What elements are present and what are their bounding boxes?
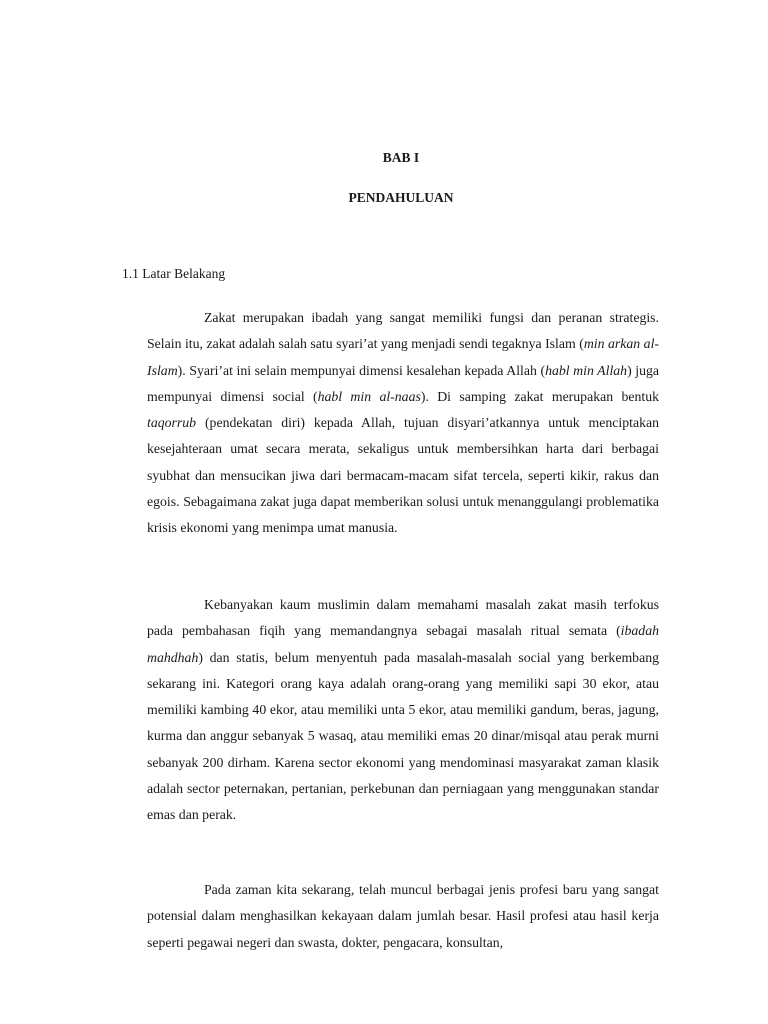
italic-term: ibadah mahdhah	[147, 623, 659, 665]
italic-term: taqorrub	[147, 415, 197, 431]
paragraph-text: ). Di samping zakat merupakan bentuk	[420, 388, 659, 404]
italic-term: min arkan al- Islam	[147, 336, 659, 378]
paragraph-text: ). Syari’at ini selain mempunyai dimensi kesalehan kepada Allah (	[177, 362, 546, 378]
body-paragraph	[147, 592, 659, 829]
paragraph-text: ) dan statis, belum menyentuh pada masalah-masalah social yang berkembang sekarang ini. Kategori orang kaya adalah orang-orang yang memiliki sapi 30 ekor, atau memiliki kambing 40 ekor, atau memiliki unta 5 ekor, atau memiliki gandum, beras, jagung, kurma dan anggur sebanyak 5 wasaq, atau memiliki emas 20 dinar/misqal atau perak murni sebanyak 200 dirham. Karena sector ekonomi yang mendominasi masyarakat zaman klasik adalah sector peternakan, pertanian, perkebunan dan perniagaan yang menggunakan standar emas dan perak.	[147, 649, 659, 823]
paragraph-text: (pendekatan diri) kepada Allah, tujuan disyari’atkannya untuk menciptakan kesejahteraan umat secara merata, sekaligus untuk membersihkan harta dari berbagai syubhat dan mensucikan jiwa dari bermacam-macam sifat tercela, seperti kikir, rakus dan egois. Sebagaimana zakat juga dapat memberikan solusi untuk menanggulangi problematika krisis ekonomi yang menimpa umat manusia.	[147, 415, 659, 536]
chapter-number: BAB I	[382, 150, 420, 165]
body-paragraph	[147, 877, 659, 956]
section-heading: 1.1 Latar Belakang	[122, 266, 226, 281]
paragraph-text: ) juga mempunyai dimensi social (	[147, 362, 659, 404]
paragraph-text: Kebanyakan kaum muslimin dalam memahami masalah zakat masih terfokus pada pembahasan fiqih yang memandangnya sebagai masalah ritual semata (	[147, 597, 659, 639]
chapter-title: PENDAHULUAN	[348, 190, 454, 205]
italic-term: habl min al-naas	[317, 388, 421, 404]
paragraph-text: Zakat merupakan ibadah yang sangat memiliki fungsi dan peranan strategis. Selain itu, zakat adalah salah satu syari’at yang menjadi sendi tegaknya Islam (	[147, 310, 659, 352]
body-paragraph	[147, 305, 659, 542]
italic-term: habl min Allah	[545, 362, 628, 378]
paragraph-text: Pada zaman kita sekarang, telah muncul berbagai jenis profesi baru yang sangat potensial dalam menghasilkan kekayaan dalam jumlah besar. Hasil profesi atau hasil kerja seperti pegawai negeri dan swasta, dokter, pengacara, konsultan,	[147, 882, 659, 950]
